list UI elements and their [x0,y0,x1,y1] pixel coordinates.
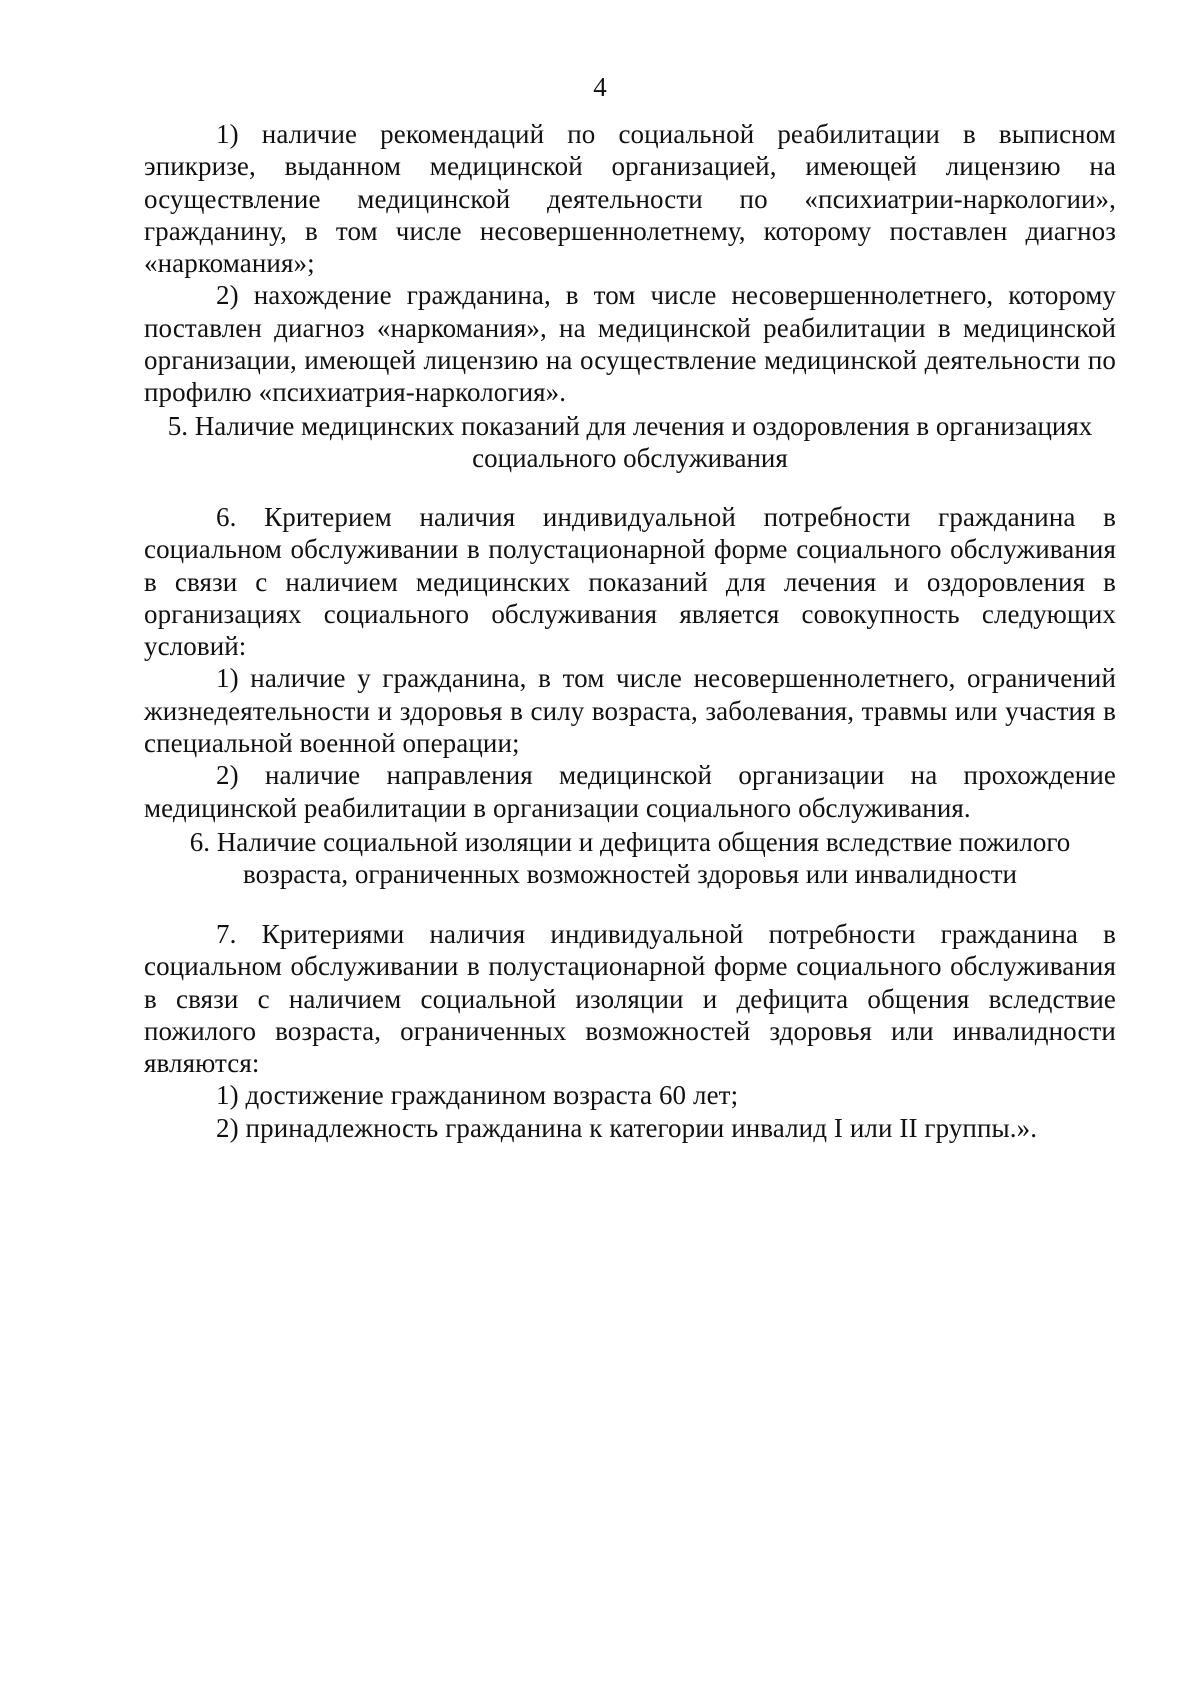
paragraph-clause-6-item-2: 2) наличие направления медицинской организации на прохождение медицинской реабилитации в организации социального обслуживания. [144,760,1116,823]
paragraph-clause-7-item-2: 2) принадлежность гражданина к категории инвалид I или II группы.». [216,1112,1038,1143]
section-heading-5-line-2: социального обслуживания [472,443,788,473]
section-heading-5-line-1: 5. Наличие медицинских показаний для лечения и оздоровления в организациях [167,411,1093,441]
paragraph-block-clause-7 [144,918,1116,1144]
section-heading-5 [144,410,1116,474]
page-number: 4 [593,72,607,102]
paragraph-clause-6-item-1: 1) наличие у гражданина, в том числе несовершеннолетнего, ограничений жизнедеятельности и здоровья в силу возраста, заболевания, травмы или участия в специальной военной операции; [144,663,1116,759]
section-heading-6-line-1: 6. Наличие социальной изоляции и дефицита общения вследствие пожилого [189,827,1071,857]
paragraph-item-2-rehabilitation: 2) нахождение гражданина, в том числе несовершеннолетнего, которому поставлен диагноз «наркомания», на медицинской реабилитации в медицинской организации, имеющей лицензию на осуществление медицинской деятельности по профилю «психиатрия-наркология». [144,280,1116,408]
paragraph-block-clause-6 [144,501,1116,824]
paragraph-clause-7-item-1: 1) достижение гражданином возраста 60 лет; [216,1080,739,1111]
section-heading-6 [144,826,1116,890]
paragraph-item-1-recommendations: 1) наличие рекомендаций по социальной реабилитации в выписном эпикризе, выданном медицинской организацией, имеющей лицензию на осуществление медицинской деятельности по «психиатрии-наркологии», гражданину, в том числе несовершеннолетнему, которому поставлен диагноз «наркомания»; [144,119,1116,279]
paragraph-clause-6: 6. Критерием наличия индивидуальной потребности гражданина в социальном обслуживании в полустационарной форме социального обслуживания в связи с наличием медицинских показаний для лечения и оздоровления в организациях социального обслуживания является совокупность следующих условий: [144,502,1116,662]
paragraph-block-items-1-2 [144,118,1116,409]
section-heading-6-line-2: возраста, ограниченных возможностей здоровья или инвалидности [243,859,1017,889]
paragraph-clause-7: 7. Критериями наличия индивидуальной потребности гражданина в социальном обслуживании в полустационарной форме социального обслуживания в связи с наличием социальной изоляции и дефицита общения вследствие пожилого возраста, ограниченных возможностей здоровья или инвалидности являются: [144,919,1116,1079]
